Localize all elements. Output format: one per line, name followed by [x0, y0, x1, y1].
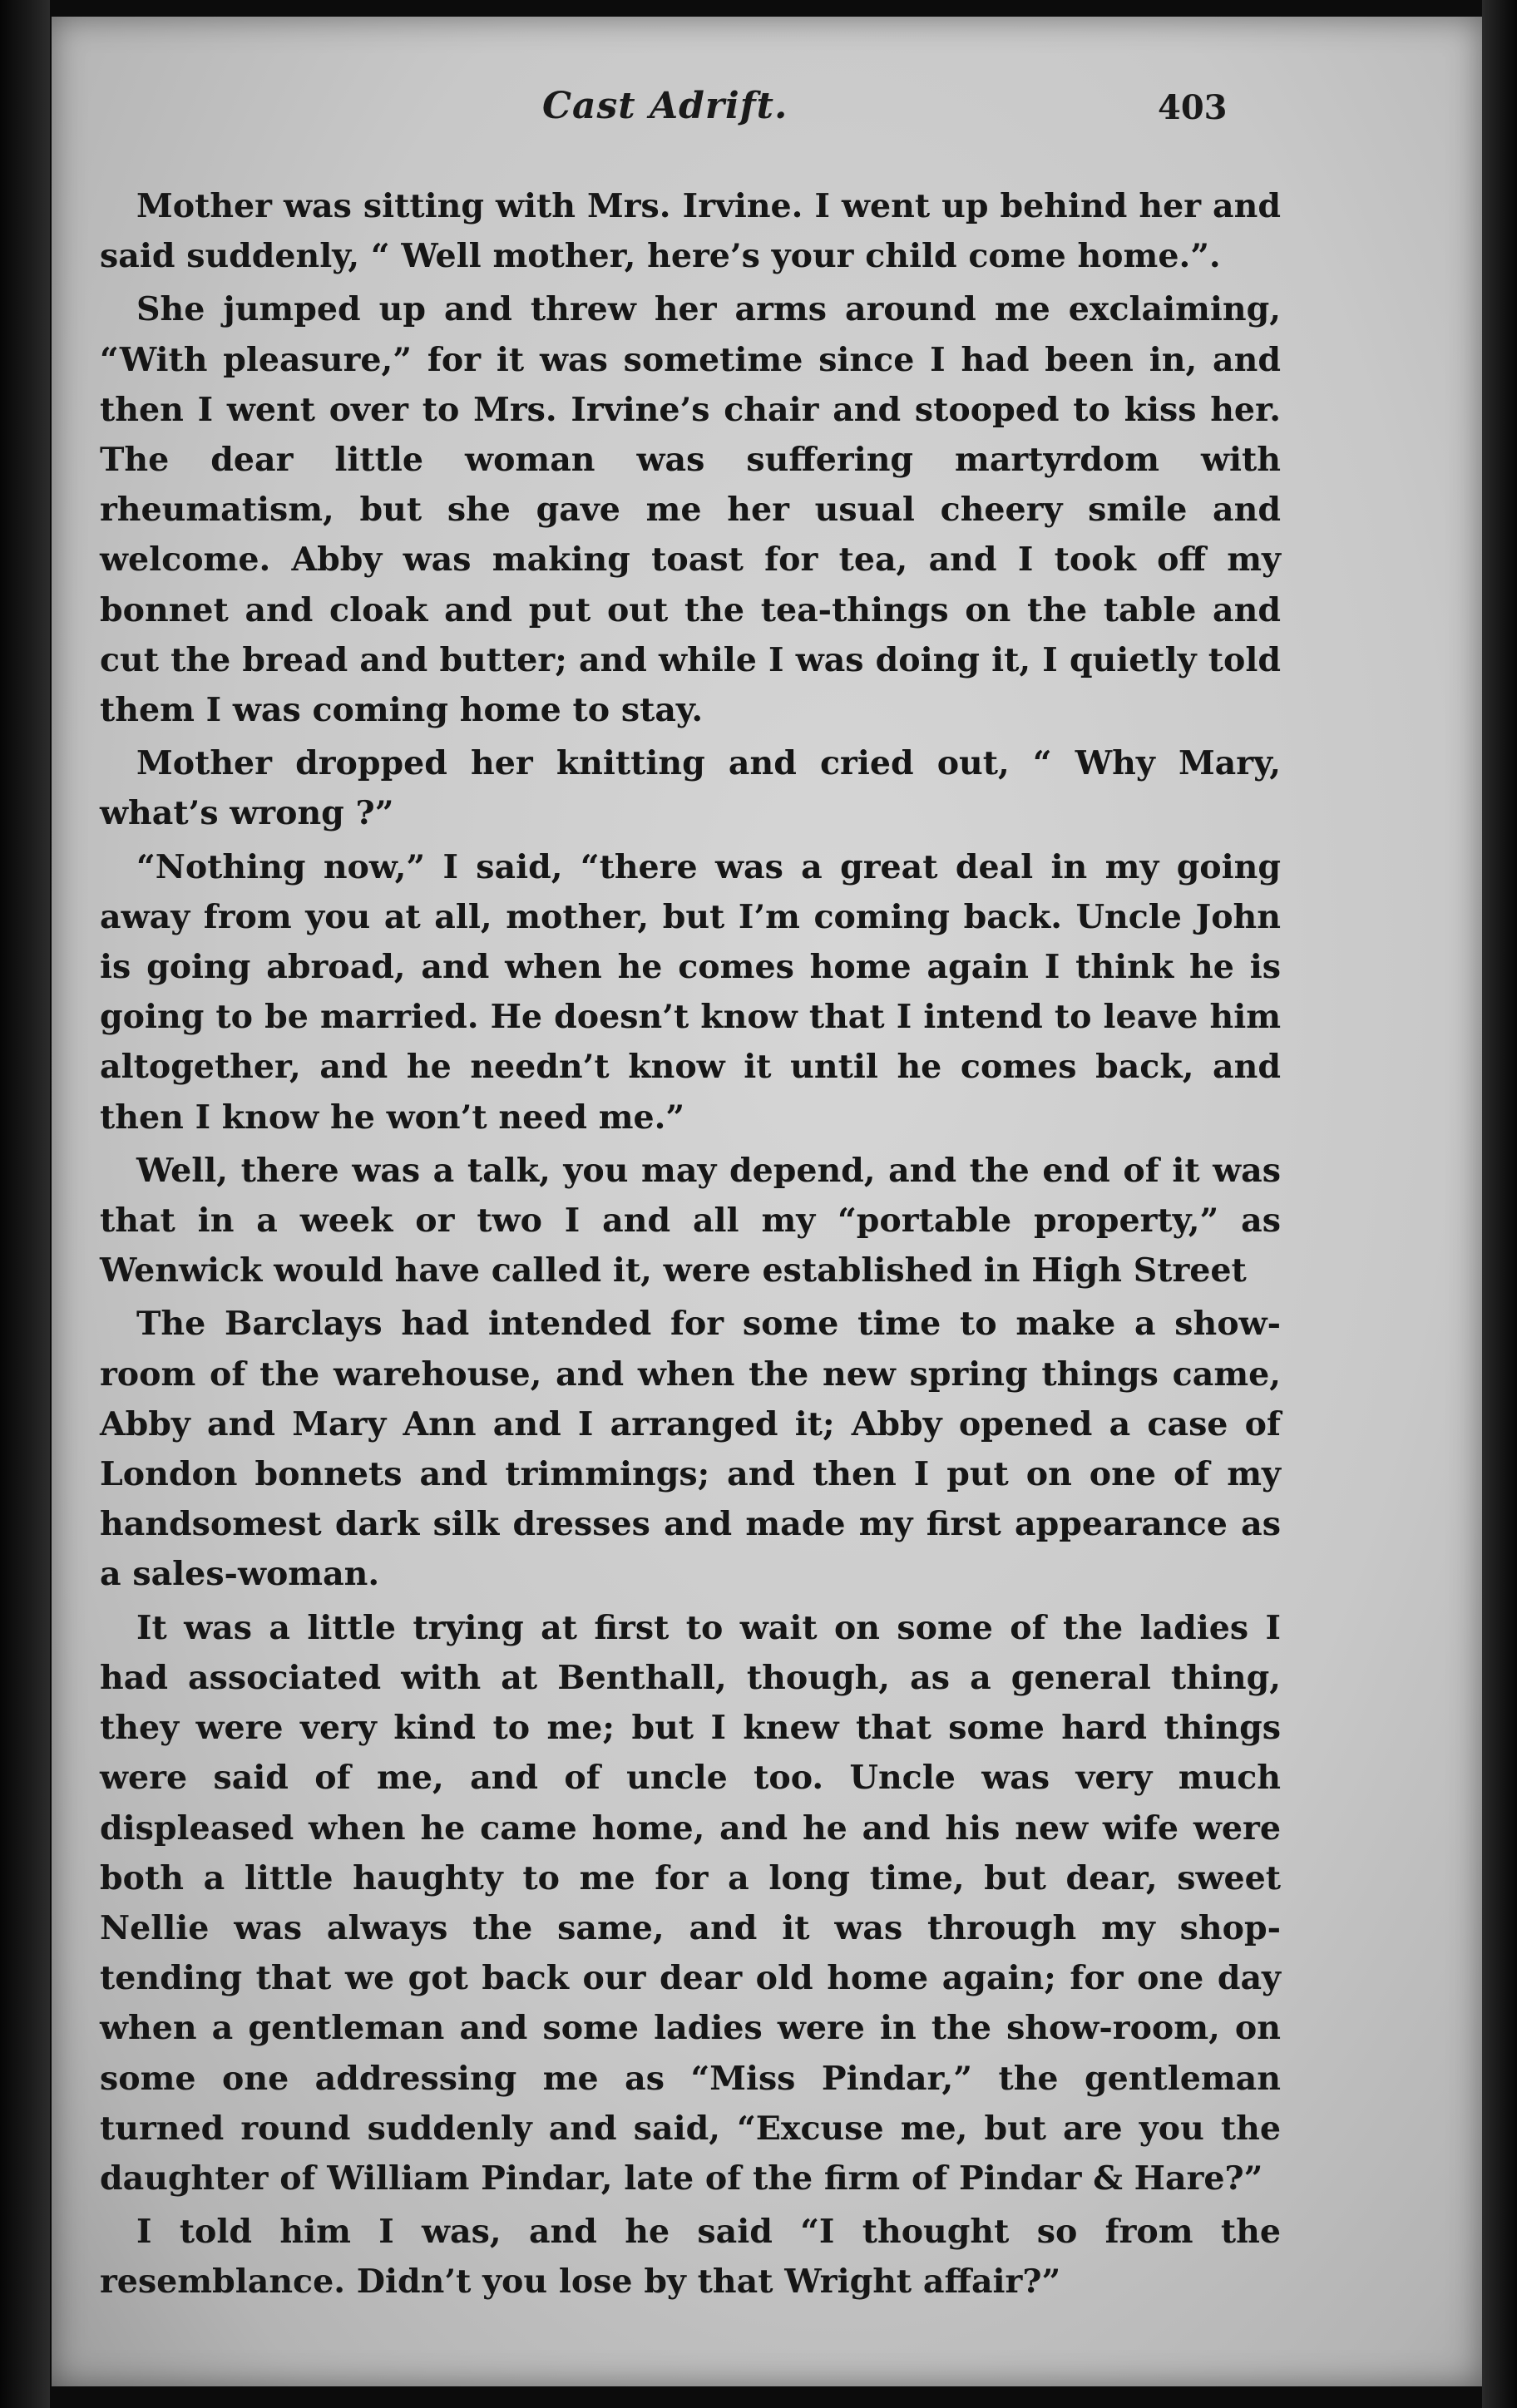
paragraph: The Barclays had intended for some time to make a show-room of the warehouse, and when the new spring things came, Abby and Mary Ann and I arranged it; Abby opened a case of London bonnets and trimmings; and then I put on one of my handsomest dark silk dresses and made my first appearance as a sales-woman.	[100, 1305, 1281, 1594]
running-title: Cast Adrift.	[542, 85, 788, 127]
page-header	[52, 85, 1482, 151]
scan-edge-shadow	[1482, 0, 1517, 2408]
body-text	[100, 181, 1281, 2307]
paragraph: Mother was sitting with Mrs. Irvine. I went up behind her and said suddenly, “ Well mother, here’s your child come home.”.	[100, 187, 1281, 276]
paragraph: Well, there was a talk, you may depend, and the end of it was that in a week or two I and all my “portable property,” as Wenwick would have called it, were established in High Street	[100, 1151, 1281, 1290]
paragraph: Mother dropped her knitting and cried out, “ Why Mary, what’s wrong ?”	[100, 744, 1281, 833]
book-page	[52, 17, 1482, 2386]
page-number: 403	[1158, 88, 1228, 127]
paragraph: I told him I was, and he said “I thought so from the resemblance. Didn’t you lose by that Wright affair?”	[100, 2213, 1281, 2302]
binding-shadow	[0, 0, 50, 2408]
paragraph: It was a little trying at first to wait on some of the ladies I had associated with at Benthall, though, as a general thing, they were very kind to me; but I knew that some hard things were said of me, and of uncle too. Uncle was very much displeased when he came home, and he and his new wife were both a little haughty to me for a long time, but dear, sweet Nellie was always the same, and it was through my shop-tending that we got back our dear old home again; for one day when a gentleman and some ladies were in the show-room, on some one addressing me as “Miss Pindar,” the gentleman turned round suddenly and said, “Excuse me, but are you the daughter of William Pindar, late of the firm of Pindar & Hare?”	[100, 1608, 1281, 2198]
paragraph: She jumped up and threw her arms around me exclaiming, “With pleasure,” for it was sometime since I had been in, and then I went over to Mrs. Irvine’s chair and stooped to kiss her. The dear little woman was suffering martyrdom with rheumatism, but she gave me her usual cheery smile and welcome. Abby was making toast for tea, and I took off my bonnet and cloak and put out the tea-things on the table and cut the bread and butter; and while I was doing it, I quietly told them I was coming home to stay.	[100, 290, 1281, 730]
paragraph: “Nothing now,” I said, “there was a great deal in my going away from you at all, mother, but I’m coming back. Uncle John is going abroad, and when he comes home again I think he is going to be married. He doesn’t know that I intend to leave him altogether, and he needn’t know it until he comes back, and then I know he won’t need me.”	[100, 847, 1281, 1137]
